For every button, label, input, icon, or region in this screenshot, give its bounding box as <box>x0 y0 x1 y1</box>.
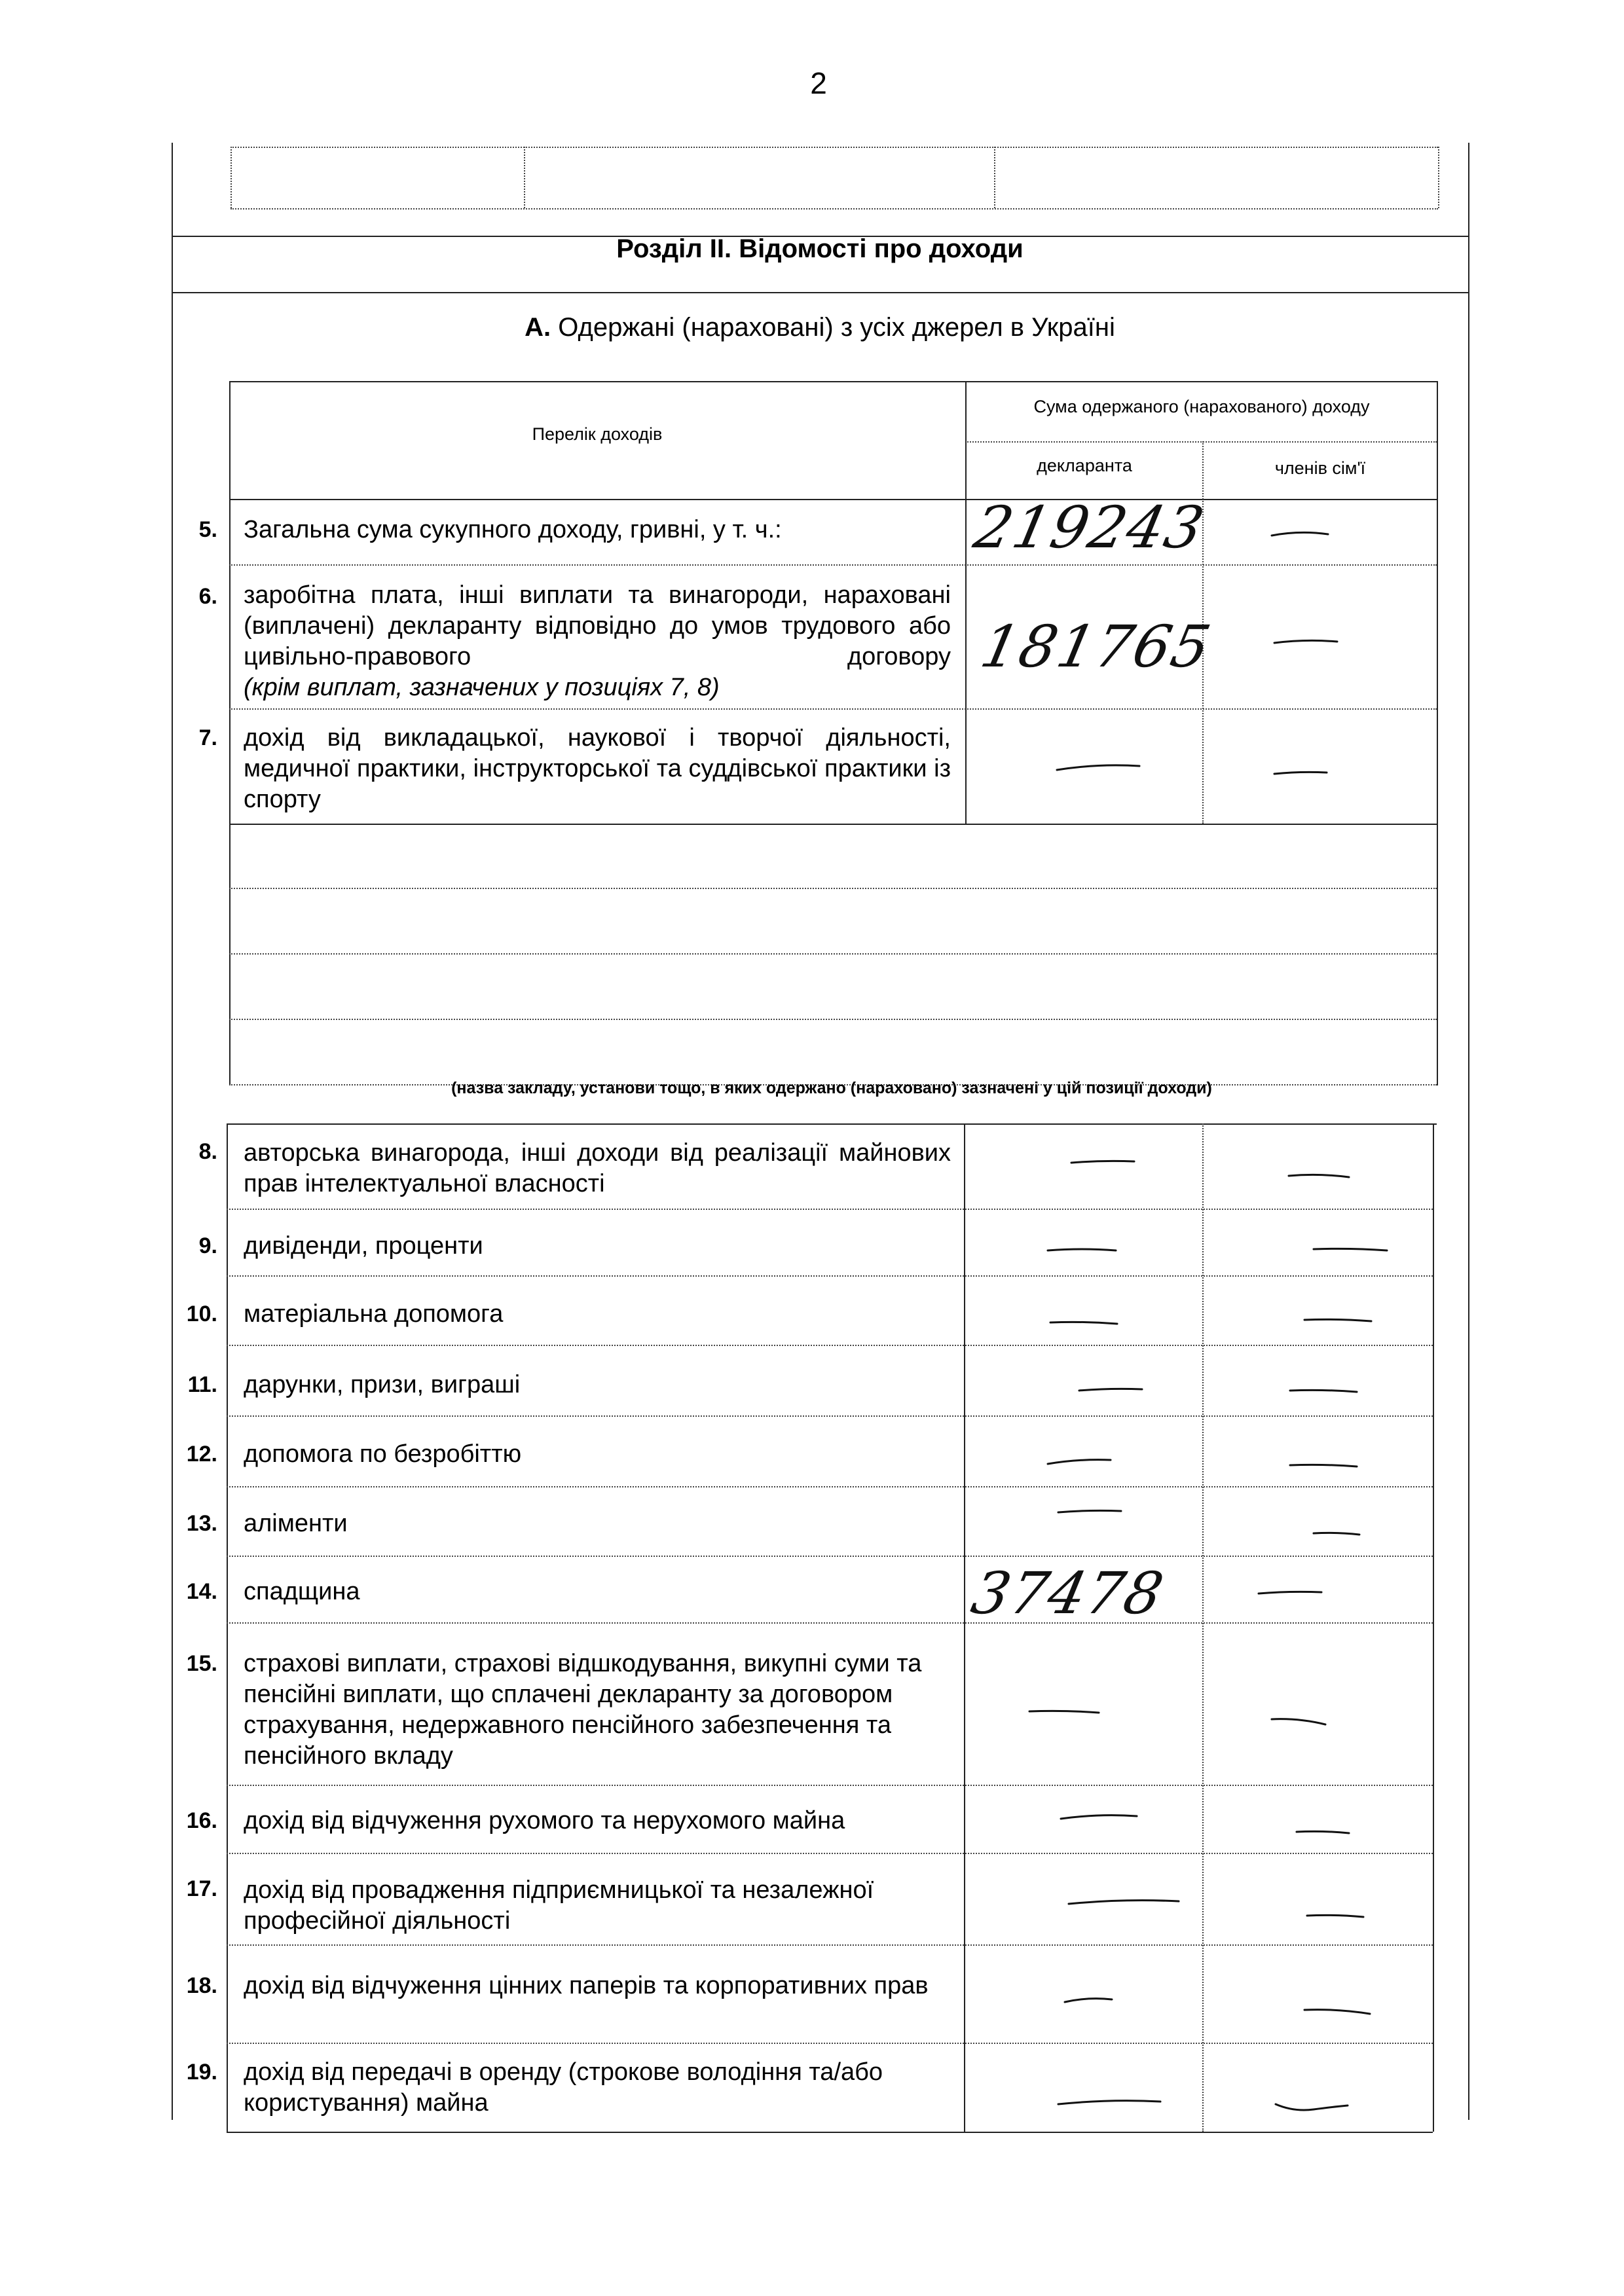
declarant-dash <box>1078 1385 1143 1394</box>
header-declarant-col: декларанта <box>1037 456 1132 475</box>
declarant-dash <box>1046 1245 1117 1254</box>
family-dash <box>1312 1529 1361 1539</box>
row-label: Загальна сума сукупного доходу, гривні, у т. ч.: <box>244 516 782 543</box>
row-number: 16. <box>186 1808 217 1833</box>
row-label: дохід від провадження підприємницької та незалежної професійної діяльності <box>244 1876 874 1935</box>
family-dash <box>1270 1717 1327 1728</box>
family-dash <box>1303 1316 1373 1325</box>
declarant-dash <box>1063 1995 1113 2006</box>
row-number: 18. <box>186 1973 217 1998</box>
row-label-italic: (крім виплат, зазначених у позиціях 7, 8) <box>244 674 720 701</box>
row-label: авторська винагорода, інші доходи від реалізації майнових прав інтелектуальної власності <box>244 1139 951 1197</box>
subsection-text: Одержані (нараховані) з усіх джерел в Україні <box>558 313 1115 342</box>
declarant-dash <box>1067 1897 1180 1908</box>
section-title: Розділ II. Відомості про доходи <box>616 234 1024 263</box>
family-dash <box>1273 769 1328 778</box>
subsection-letter: А. <box>525 313 551 342</box>
family-dash <box>1289 1387 1358 1396</box>
declarant-dash <box>1057 2098 1162 2108</box>
declarant-dash <box>1028 1707 1100 1717</box>
row-label: дарунки, призи, виграші <box>244 1371 521 1398</box>
declarant-dash <box>1046 1457 1112 1468</box>
header-list-col: Перелік доходів <box>532 424 663 444</box>
row-label: дохід від відчуження цінних паперів та корпоративних прав <box>244 1972 929 1999</box>
family-dash <box>1312 1245 1388 1254</box>
row-number: 17. <box>186 1876 217 1901</box>
family-dash <box>1303 2007 1371 2018</box>
family-dash <box>1289 1461 1358 1470</box>
row-label <box>244 580 951 703</box>
row-label: дохід від передачі в оренду (строкове володіння та/або користування) майна <box>244 2058 883 2117</box>
family-dash <box>1270 529 1329 539</box>
row-number: 13. <box>186 1511 217 1536</box>
declarant-amount: 37478 <box>966 1559 1170 1627</box>
declarant-amount: 219243 <box>969 494 1211 561</box>
row-number: 9. <box>198 1233 217 1258</box>
row-label: матеріальна допомога <box>244 1300 504 1328</box>
row-number: 19. <box>186 2060 217 2085</box>
row-label: дивіденди, проценти <box>244 1232 483 1260</box>
family-dash <box>1257 1588 1323 1597</box>
row-label: допомога по безробіттю <box>244 1440 522 1468</box>
family-dash <box>1274 2102 1349 2115</box>
declarant-dash <box>1070 1157 1135 1167</box>
row-number: 11. <box>187 1372 217 1397</box>
row-number: 8. <box>198 1139 217 1164</box>
row-number: 5. <box>198 517 217 542</box>
declarant-amount: 181765 <box>975 613 1217 680</box>
declarant-dash <box>1057 1507 1122 1516</box>
row-number: 7. <box>198 725 217 750</box>
row-number: 10. <box>186 1302 217 1326</box>
row-label: аліменти <box>244 1510 348 1537</box>
family-dash <box>1273 638 1338 648</box>
header-sum-col: Сума одержаного (нарахованого) доходу <box>1033 397 1370 416</box>
subsection-title <box>172 313 1468 342</box>
declarant-dash <box>1049 1319 1118 1328</box>
row-number: 15. <box>186 1651 217 1676</box>
row-label-main: заробітна плата, інші виплати та винагороди, нараховані (виплачені) декларанту відповідно до умов трудового або цивільно-правового договору <box>244 581 951 670</box>
row-number: 14. <box>186 1579 217 1604</box>
row-label: дохід від викладацької, наукової і творчої діяльності, медичної практики, інструкторської та суддівської практики із спорту <box>244 724 951 813</box>
institution-note: (назва закладу, установи тощо, в яких одержано (нараховано) зазначені у цій позиції доходи) <box>451 1079 1212 1097</box>
family-dash <box>1295 1828 1350 1837</box>
declarant-dash <box>1060 1812 1138 1823</box>
row-label: страхові виплати, страхові відшкодування, викупні суми та пенсійні виплати, що сплачені декларанту за договором страхування, недержавного пенсійного забезпечення та пенсійного вкладу <box>244 1650 922 1770</box>
declarant-dash <box>1056 762 1141 773</box>
row-label: дохід від відчуження рухомого та нерухомого майна <box>244 1807 845 1834</box>
header-family-col: членів сім'ї <box>1274 458 1366 478</box>
page-number: 2 <box>810 66 827 100</box>
row-number: 12. <box>186 1442 217 1467</box>
family-dash <box>1306 1912 1365 1921</box>
family-dash <box>1287 1172 1350 1181</box>
row-label: спадщина <box>244 1578 360 1605</box>
row-number: 6. <box>198 584 217 609</box>
